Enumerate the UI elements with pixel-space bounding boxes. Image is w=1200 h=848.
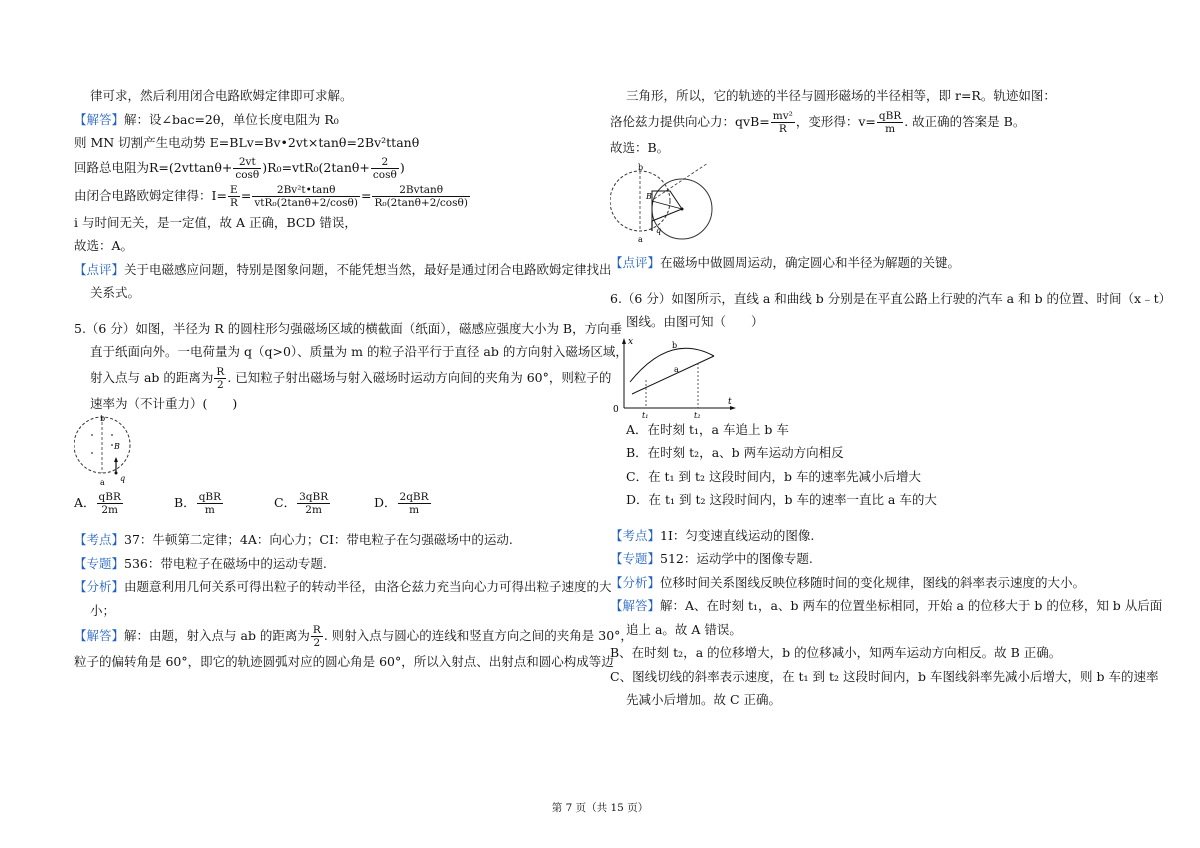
text-line: 先减小后增加。故 C 正确。 [626,692,782,707]
fraction [228,184,240,209]
denominator: 2 [217,378,224,391]
denominator: 2m [101,504,119,516]
question-text: . 已知粒子射出磁场与射入磁场时运动方向间的夹角为 60°，则粒子的 [227,369,612,385]
option-d[interactable]: D．在 t₁ 到 t₂ 这段时间内，b 车的速率一直比 a 车的大 [626,492,937,507]
text-line [74,258,612,282]
formula-part: )R₀=vtR₀(2tanθ+ [262,159,370,175]
formula-line [74,155,594,181]
options-row [74,491,594,516]
question-5-line: 直于纸面向外。一电荷量为 q（q>0）、质量为 m 的粒子沿平行于直径 ab 的方向射入磁场区域， [90,344,628,359]
kaodian-text: 37：牛顿第二定律；4A：向心力；CI：带电粒子在匀强磁场中的运动. [124,532,513,547]
label-t2: t₂ [694,410,701,418]
fenxi-tag: 【分析】 [610,574,661,590]
option-label: A． [74,495,96,510]
kaodian-tag: 【考点】 [74,532,125,547]
text-line: 则 MN 切割产生电动势 E=BLv=Bv•2vt×tanθ=2Bv²ttanθ [74,135,420,150]
arrow-head-icon [114,457,118,462]
label-B: B [114,442,120,451]
kaodian-text: 1I：匀变速直线运动的图像. [660,527,815,543]
arrow-head-icon [622,338,626,344]
numerator: 3qBR [299,491,329,503]
fraction [877,110,903,135]
spacer [74,305,594,317]
question-5-line [74,364,612,392]
answer-tag: 【解答】 [74,111,125,127]
numerator: 2Bvtanθ [372,184,469,197]
fenxi-text: 由题意利用几何关系可得出粒子的转动半径，由洛仑兹力充当向心力可得出粒子速度的大 [124,579,612,594]
denominator: m [885,122,896,135]
spacer [74,516,594,528]
option-label: C． [274,495,297,510]
kaodian-tag: 【考点】 [610,527,661,543]
formula-line [610,108,1130,136]
text-line: 关系式。 [90,285,141,300]
comment-text: 关于电磁感应问题，特别是图象问题，不能凭想当然，最好是通过闭合电路欧姆定律找出 [124,261,612,277]
fraction [372,184,469,209]
zhuanti-tag: 【专题】 [610,551,661,566]
text-line: 故选：B。 [610,139,670,155]
text-line: 粒子的偏转角是 60°，即它的轨迹圆弧对应的圆心角是 60°，所以入射点、出射点和圆心构成等边 [74,654,614,669]
formula-prefix: 回路总电阻为 [74,159,150,175]
text-line: 律可求，然后利用闭合电路欧姆定律即可求解。 [90,88,353,103]
question-6-line: 6.（6 分）如图所示，直线 a 和曲线 b 分别是在平直公路上行驶的汽车 a 和 b 的位置、时间（x﹣t） [610,290,1172,306]
label-t1: t₁ [642,410,649,418]
fenxi-tag: 【分析】 [74,579,125,594]
numerator: 2qBR [399,491,429,503]
equilateral-triangle [652,191,682,221]
zhuanti-text: 536：带电粒子在磁场中的运动专题. [124,555,327,571]
text-line: 故选：A。 [74,238,134,253]
fraction [97,491,123,516]
fenxi-text: 位移时间关系图线反映位移随时间的变化规律，图线的斜率表示速度的大小。 [660,574,1086,590]
option-d[interactable] [374,491,474,516]
text-line [74,622,633,650]
answer-text: 解：A、在时刻 t₁，a、b 两车的位置坐标相同，开始 a 的位移大于 b 的位移，知 b 从后面 [660,598,1163,613]
label-x: x [628,336,634,347]
numerator: 2 [371,156,399,169]
center-point [681,208,684,211]
formula-part: R=(2vttanθ+ [149,159,233,175]
numerator: E [228,184,240,197]
denominator: 2m [305,504,322,516]
label-b: b [100,415,106,423]
zhuanti-text: 512：运动学中的图像专题. [660,551,813,566]
comment-tag: 【点评】 [610,255,661,270]
formula-line [74,181,594,211]
denominator: R₀(2tanθ+2/cosθ) [374,196,468,209]
text-line [610,251,1130,275]
text-line [610,571,1130,595]
left-column [74,84,633,674]
curve-b [630,348,714,382]
text-line [74,528,594,552]
magnetic-field-figure [74,415,164,489]
text-line: 三角形，所以，它的轨迹的半径与圆形磁场的半径相等，即 r=R。轨迹如图： [626,88,1056,103]
option-label: D． [374,495,397,510]
formula-part: = [240,187,252,203]
answer-tag: 【解答】 [74,628,125,643]
fraction [252,184,360,209]
numerator: qBR [98,491,121,503]
numerator: qBR [198,491,222,503]
formula-part: I= [211,187,227,203]
fraction [214,366,226,391]
formula-part: . 故正确的答案是 B。 [904,113,1026,129]
answer-text: 解：由题，射入点与 ab 的距离为 [124,628,310,643]
zhuanti-tag: 【专题】 [74,555,125,571]
answer-text: . 则射入点与圆心的连线和竖直方向之间的夹角是 30°， [323,628,633,643]
formula-prefix: 由闭合电路欧姆定律得： [74,187,212,203]
question-5-line: 5.（6 分）如图，半径为 R 的圆柱形匀强磁场区域的横截面（纸面），磁感应强度大小为 B，方向垂 [74,320,623,336]
denominator: cosθ [372,168,397,181]
page-footer: 第 7 页（共 15 页） [551,802,649,814]
option-a[interactable]: A．在时刻 t₁，a 车追上 b 车 [626,421,789,437]
fraction [233,156,261,181]
answer-text: 解：设∠bac=2θ，单位长度电阻为 R₀ [124,111,339,127]
trajectory-figure [610,159,740,251]
line-a [632,356,714,394]
answer-tag: 【解答】 [610,598,661,613]
option-c[interactable] [274,491,374,516]
option-a[interactable] [74,491,174,516]
numerator: 2Bv²t•tanθ [252,184,360,197]
question-text: 射入点与 ab 的距离为 [90,369,214,385]
fraction [311,624,323,649]
spacer [610,512,1130,524]
spacer [610,275,1130,287]
denominator: m [409,504,420,516]
text-line [74,575,612,599]
text-line [74,552,594,576]
question-6-line: 图线。由图可知（ ） [626,314,764,329]
fraction [197,491,223,516]
option-label: B． [174,495,196,510]
text-line: C、图线切线的斜率表示速度，在 t₁ 到 t₂ 这段时间内，b 车图线斜率先减小后增大，则 b 车的速率 [610,668,1159,684]
comment-text: 在磁场中做圆周运动，确定圆心和半径为解题的关键。 [660,255,961,270]
label-q: q [656,226,662,235]
option-c[interactable]: C．在 t₁ 到 t₂ 这段时间内，b 车的速率先减小后增大 [626,468,922,484]
label-q: q [120,474,126,483]
option-b[interactable] [174,491,274,516]
question-5-line: 速率为（不计重力）( ) [90,395,238,411]
comment-tag: 【点评】 [74,261,125,277]
label-a: a [100,478,105,487]
fraction [371,156,399,181]
text-line [610,524,1130,548]
label-b: b [638,163,644,172]
denominator: 2 [313,637,321,649]
denominator: R [229,196,238,209]
fraction [771,110,795,135]
option-b[interactable]: B．在时刻 t₂，a、b 两车运动方向相反 [626,445,844,460]
label-a: a [638,235,643,244]
text-line: B、在时刻 t₂，a 的位移增大，b 的位移减小，知两车运动方向相反。故 B 正确。 [610,645,1062,660]
denominator: R [778,122,787,135]
xt-graph-figure [610,334,740,418]
denominator: cosθ [235,168,260,181]
numerator: 2vt [233,156,261,169]
formula-part: ) [399,159,405,175]
denominator: m [204,504,215,516]
label-b: b [672,340,678,350]
text-line: i 与时间无关，是一定值，故 A 正确，BCD 错误， [74,214,357,230]
text-line [610,594,1163,618]
numerator: R [312,624,321,636]
fraction [398,491,431,516]
text-line: 追上 a。故 A 错误。 [626,621,742,637]
label-origin: 0 [613,404,619,415]
numerator: mv² [772,109,793,122]
particle [115,472,118,475]
label-a: a [674,364,679,374]
label-t: t [728,396,732,407]
formula-prefix: 洛伦兹力提供向心力：qvB= [610,113,770,129]
text-line [74,108,594,132]
formula-part: = [360,187,372,203]
denominator: vtR₀(2tanθ+2/cosθ) [254,196,358,209]
right-column [610,84,1172,712]
formula-part: ，变形得：v= [795,113,876,129]
text-line [610,547,1130,571]
numerator: qBR [878,109,902,122]
label-B: B [646,192,652,201]
numerator: R [216,365,225,378]
text-line: 小； [90,602,116,618]
fraction [297,491,330,516]
